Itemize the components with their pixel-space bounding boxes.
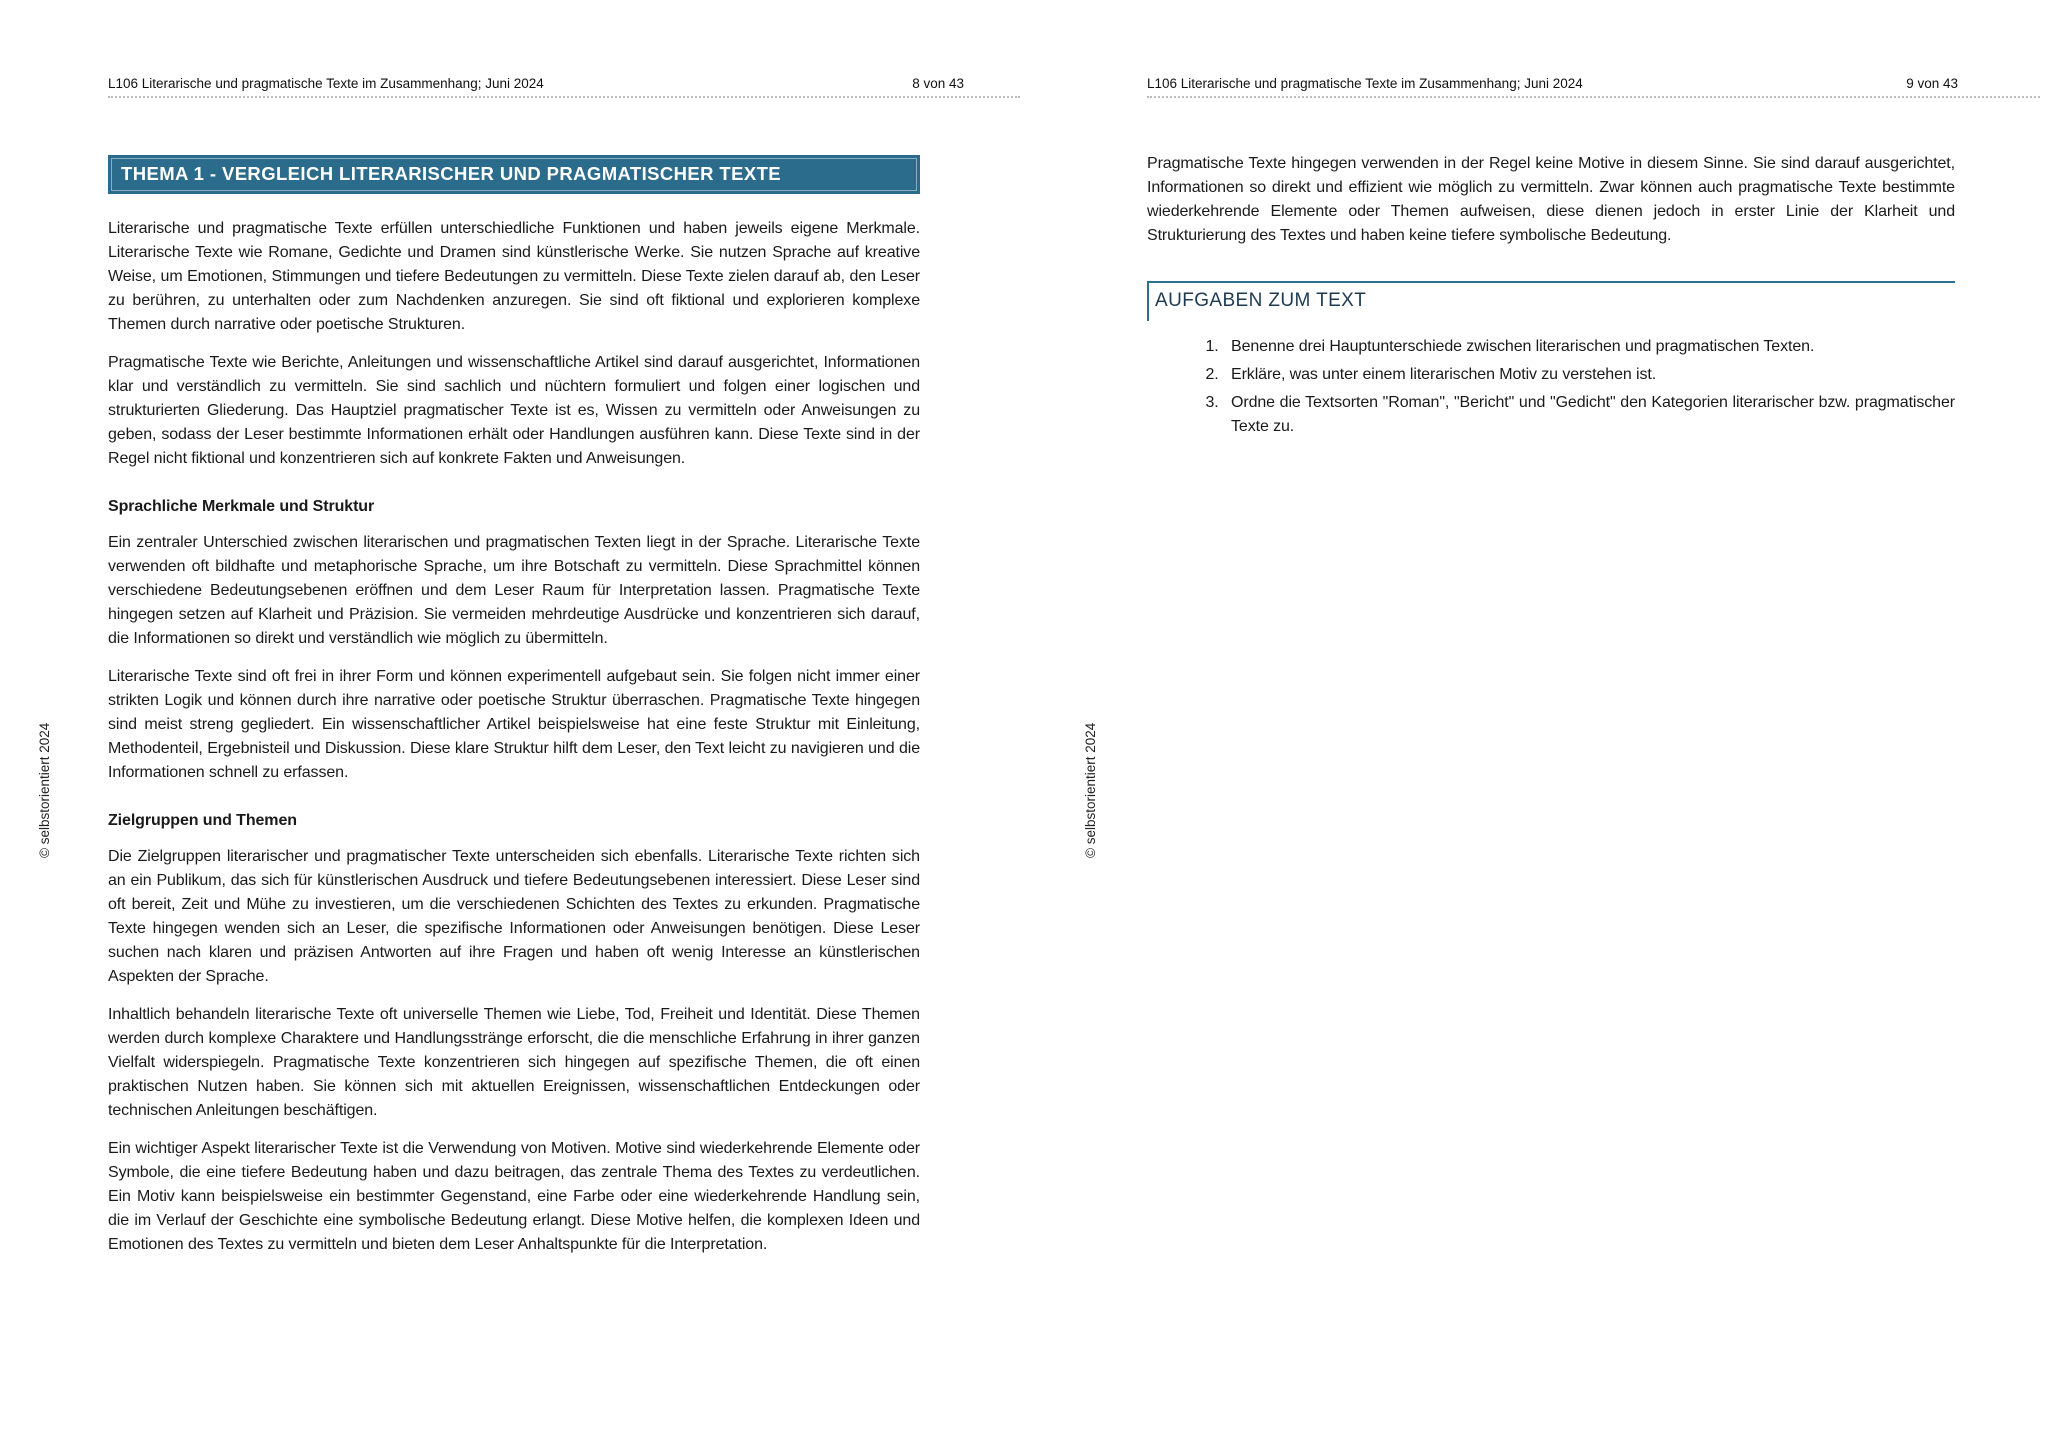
paragraph: Literarische und pragmatische Texte erfüllen unterschiedliche Funktionen und haben jeweils eigene Merkmale. Literarische Texte wie Romane, Gedichte und Dramen sind künstlerische Werke. Sie nutzen Sprache auf kreative Weise, um Emotionen, Stimmungen und tiefere Bedeutungen zu vermitteln. Diese Texte zielen darauf ab, den Leser zu berühren, zu unterhalten oder zum Nachdenken anzuregen. Sie sind oft fiktional und explorieren komplexe Themen durch narrative oder poetische Strukturen. — [108, 220, 920, 333]
page-header — [108, 76, 1020, 98]
task-item: 1. Benenne drei Hauptunterschiede zwischen literarischen und pragmatischen Texten. — [1223, 335, 1955, 359]
tasks-heading-box — [1147, 283, 1955, 321]
document-title: L106 Literarische und pragmatische Texte im Zusammenhang; Juni 2024 — [108, 76, 544, 91]
paragraph: Die Zielgruppen literarischer und pragmatischer Texte unterscheiden sich ebenfalls. Literarische Texte richten sich an ein Publikum, das sich für künstlerischen Ausdruck und tiefere Bedeutungsebenen interessiert. Diese Leser sind oft bereit, Zeit und Mühe zu investieren, um die verschiedenen Schichten des Textes zu erkunden. Pragmatische Texte hingegen wenden sich an Leser, die spezifische Informationen oder Anweisungen benötigen. Diese Leser suchen nach klaren und präzisen Antworten auf ihre Fragen und haben oft wenig Interesse an künstlerischen Aspekten der Sprache. — [108, 848, 920, 985]
topic-banner-title: THEMA 1 - VERGLEICH LITERARISCHER UND PRAGMATISCHER TEXTE — [111, 158, 917, 191]
page-9 — [1024, 0, 2048, 1451]
document-title: L106 Literarische und pragmatische Texte im Zusammenhang; Juni 2024 — [1147, 76, 1583, 91]
section-heading: Zielgruppen und Themen — [108, 812, 297, 829]
paragraph: Ein wichtiger Aspekt literarischer Texte ist die Verwendung von Motiven. Motive sind wiederkehrende Elemente oder Symbole, die eine tiefere Bedeutung haben und dazu beitragen, das zentrale Thema des Textes zu verdeutlichen. Ein Motiv kann beispielsweise ein bestimmter Gegenstand, eine Farbe oder eine wiederkehrende Handlung sein, die im Verlauf der Geschichte eine symbolische Bedeutung erlangt. Diese Motive helfen, die komplexen Ideen und Emotionen des Textes zu vermitteln und bieten dem Leser Anhaltspunkte für die Interpretation. — [108, 1140, 920, 1253]
paragraph: Ein zentraler Unterschied zwischen literarischen und pragmatischen Texten liegt in der Sprache. Literarische Texte verwenden oft bildhafte und metaphorische Sprache, um ihre Botschaft zu vermitteln. Diese Sprachmittel können verschiedene Bedeutungsebenen eröffnen und dem Leser Raum für Interpretation lassen. Pragmatische Texte hingegen setzen auf Klarheit und Präzision. Sie vermeiden mehrdeutige Ausdrücke und konzentrieren sich darauf, die Informationen so direkt und verständlich wie möglich zu übermitteln. — [108, 534, 920, 647]
tasks-section — [1147, 281, 1955, 439]
task-item: 2. Erkläre, was unter einem literarischen Motiv zu verstehen ist. — [1223, 363, 1955, 387]
page-number: 9 von 43 — [1906, 76, 1958, 91]
page-number: 8 von 43 — [912, 76, 964, 91]
topic-banner — [108, 155, 920, 194]
tasks-heading: AUFGABEN ZUM TEXT — [1155, 290, 1367, 311]
paragraph: Pragmatische Texte hingegen verwenden in der Regel keine Motive in diesem Sinne. Sie sind darauf ausgerichtet, Informationen so direkt und effizient wie möglich zu vermitteln. Zwar können auch pragmatische Texte bestimmte wiederkehrende Elemente oder Themen aufweisen, diese dienen jedoch in erster Linie der Klarheit und Strukturierung des Textes und haben keine tiefere symbolische Bedeutung. — [1147, 155, 1955, 244]
page-body — [1147, 152, 1955, 248]
paragraph: Literarische Texte sind oft frei in ihrer Form und können experimentell aufgebaut sein. Sie folgen nicht immer einer strikten Logik und können durch ihre narrative oder poetische Struktur überraschen. Pragmatische Texte hingegen sind meist streng gegliedert. Ein wissenschaftlicher Artikel beispielsweise hat eine feste Struktur mit Einleitung, Methodenteil, Ergebnisteil und Diskussion. Diese klare Struktur hilft dem Leser, den Text leicht zu navigieren und die Informationen schnell zu erfassen. — [108, 668, 920, 781]
paragraph: Inhaltlich behandeln literarische Texte oft universelle Themen wie Liebe, Tod, Freiheit und Identität. Diese Themen werden durch komplexe Charaktere und Handlungsstränge erforscht, die die menschliche Erfahrung in ihrer ganzen Vielfalt widerspiegeln. Pragmatische Texte konzentrieren sich hingegen auf spezifische Themen, die oft einen praktischen Nutzen haben. Sie können sich mit aktuellen Ereignissen, wissenschaftlichen Entdeckungen oder technischen Anleitungen beschäftigen. — [108, 1006, 920, 1119]
copyright-vertical-text: © selbstorientiert 2024 — [37, 722, 52, 858]
page-header — [1147, 76, 2040, 98]
paragraph: Pragmatische Texte wie Berichte, Anleitungen und wissenschaftliche Artikel sind darauf ausgerichtet, Informationen klar und verständlich zu vermitteln. Sie sind sachlich und nüchtern formuliert und folgen einer logischen und strukturierten Gliederung. Das Hauptziel pragmatischer Texte ist es, Wissen zu vermitteln oder Anweisungen zu geben, sodass der Leser bestimmte Informationen erhält oder Handlungen ausführen kann. Diese Texte sind in der Regel nicht fiktional und konzentrieren sich auf konkrete Fakten und Anweisungen. — [108, 354, 920, 467]
copyright-vertical-text: © selbstorientiert 2024 — [1083, 722, 1098, 858]
task-item: 3. Ordne die Textsorten "Roman", "Bericht" und "Gedicht" den Kategorien literarischer bzw. pragmatischer Texte zu. — [1223, 391, 1955, 439]
tasks-list — [1147, 335, 1955, 439]
page-body — [108, 217, 920, 1257]
section-heading: Sprachliche Merkmale und Struktur — [108, 498, 375, 515]
